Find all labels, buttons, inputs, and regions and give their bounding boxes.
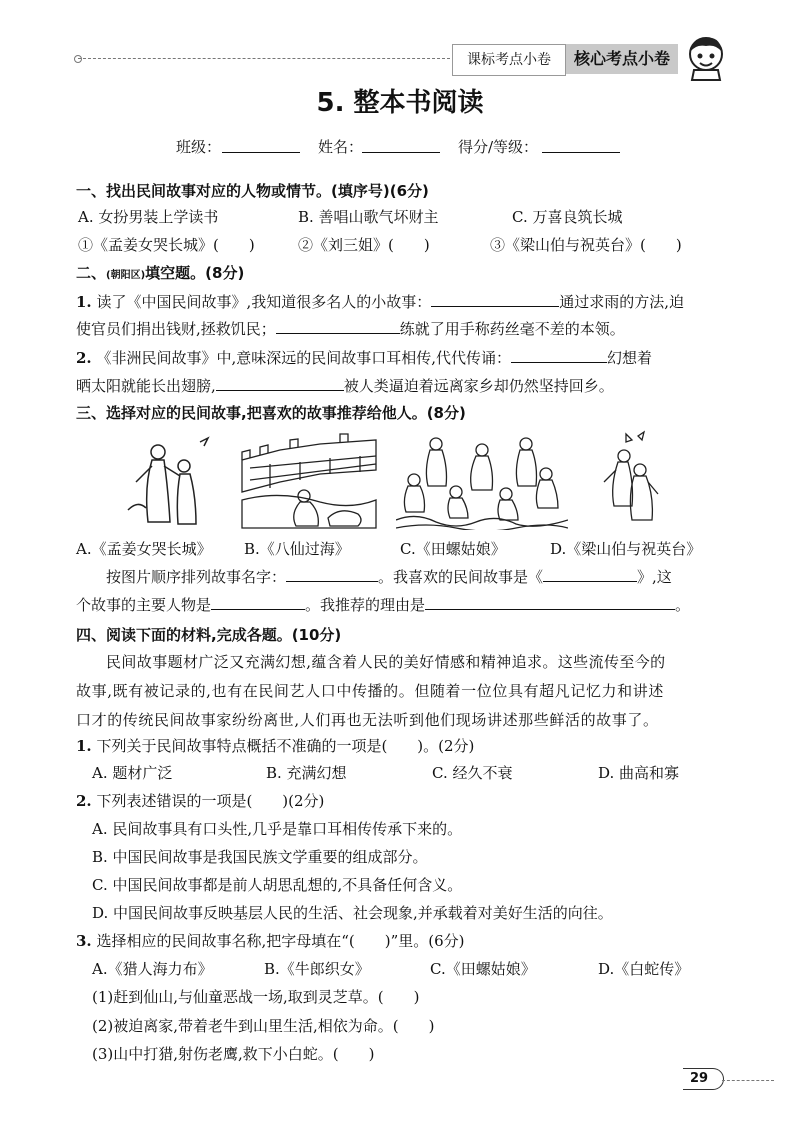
passage-line-1: 民间故事题材广泛又充满幻想,蕴含着人民的美好情感和精神追求。这些流传至今的 (106, 653, 666, 671)
s2-q2-num: 2. (76, 349, 92, 367)
s3-text-e: 。我推荐的理由是 (305, 596, 426, 614)
s4-q2 (76, 790, 324, 811)
footer-dashed-line (722, 1080, 774, 1081)
s4-q2-text[interactable]: 下列表述错误的一项是( )(2分) (96, 792, 325, 810)
section-4-heading: 四、阅读下面的材料,完成各题。(10分) (76, 626, 342, 644)
s2-q2-text-b: 幻想着 (607, 349, 653, 367)
s2-q1-num: 1. (76, 293, 92, 311)
s2-heading-pre: 二、 (76, 264, 107, 282)
s4-q2-option-b: B. 中国民间故事是我国民族文学重要的组成部分。 (92, 848, 428, 866)
section-2-heading (76, 262, 244, 283)
s3-caption-b: B.《八仙过海》 (244, 540, 350, 558)
s4-q2-option-c: C. 中国民间故事都是前人胡思乱想的,不具备任何含义。 (92, 876, 463, 894)
s3-blank-order[interactable] (286, 566, 378, 582)
illustration-great-wall (240, 430, 378, 530)
s2-q2-blank-2[interactable] (216, 375, 344, 391)
s4-q1-num: 1. (76, 737, 92, 755)
s2-q2-line2 (76, 375, 614, 396)
illustration-meng-jiangnu (118, 430, 218, 530)
s3-blank-favorite[interactable] (543, 566, 637, 582)
s2-q1-text-c: 使官员们捐出钱财,拯救饥民； (76, 320, 276, 338)
s3-blank-reason[interactable] (425, 594, 675, 610)
s2-heading-tag: (朝阳区) (106, 270, 146, 281)
page-title: 5. 整本书阅读 (316, 88, 484, 118)
s2-q1-line2 (76, 318, 625, 339)
s4-q3-item-1[interactable]: (1)赶到仙山,与仙童恶战一场,取到灵芝草。( ) (92, 988, 420, 1006)
s1-option-b: B. 善唱山歌气坏财主 (298, 208, 439, 226)
s4-q2-num: 2. (76, 792, 92, 810)
s2-q1-text-b: 通过求雨的方法,迫 (559, 293, 685, 311)
class-label: 班级： (176, 138, 222, 156)
header-dashed-line (78, 58, 450, 59)
s4-q3-num: 3. (76, 932, 92, 950)
s4-q1-option-c: C. 经久不衰 (432, 764, 513, 782)
s3-answer-line2 (76, 594, 690, 615)
s2-q2-text-d: 被人类逼迫着远离家乡却仍然坚持回乡。 (343, 377, 614, 395)
page-number: 29 (690, 1071, 709, 1086)
s2-q1-text-a: 读了《中国民间故事》,我知道很多名人的小故事： (96, 293, 432, 311)
section-3-heading: 三、选择对应的民间故事,把喜欢的故事推荐给他人。(8分) (76, 404, 466, 422)
s4-q1-option-b: B. 充满幻想 (266, 764, 347, 782)
s2-q1-line1 (76, 291, 684, 312)
s4-q2-option-d: D. 中国民间故事反映基层人民的生活、社会现象,并承载着对美好生活的向往。 (92, 904, 613, 922)
mascot-icon (680, 30, 732, 82)
s2-q1-blank-1[interactable] (431, 291, 559, 307)
s3-text-c: 》,这 (637, 568, 672, 586)
section-1-heading: 一、找出民间故事对应的人物或情节。(填序号)(6分) (76, 182, 429, 200)
s4-q1-text[interactable]: 下列关于民间故事特点概括不准确的一项是( )。(2分) (96, 737, 475, 755)
s4-q3-text: 选择相应的民间故事名称,把字母填在“( )”里。(6分) (96, 932, 465, 950)
s4-q3-option-c: C.《田螺姑娘》 (430, 960, 536, 978)
name-field[interactable] (362, 136, 440, 153)
score-field[interactable] (542, 136, 620, 153)
s3-text-f: 。 (675, 596, 691, 614)
s4-q3-option-a: A.《猎人海力布》 (92, 960, 213, 978)
s4-q3-item-3[interactable]: (3)山中打猎,射伤老鹰,救下小白蛇。( ) (92, 1045, 375, 1063)
s2-q2-text-c: 晒太阳就能长出翅膀, (76, 377, 216, 395)
s4-q3-option-d: D.《白蛇传》 (598, 960, 690, 978)
s4-q1-option-d: D. 曲高和寡 (598, 764, 680, 782)
passage-line-3: 口才的传统民间故事家纷纷离世,人们再也无法听到他们现场讲述那些鲜活的故事了。 (76, 711, 659, 729)
s3-answer-line1 (106, 566, 672, 587)
s2-q1-blank-2[interactable] (276, 318, 400, 334)
s4-q3-item-2[interactable]: (2)被迫离家,带着老牛到山里生活,相依为命。( ) (92, 1017, 435, 1035)
s2-q2-text-a: 《非洲民间故事》中,意味深远的民间故事口耳相传,代代传诵： (96, 349, 511, 367)
s1-item-2[interactable]: ②《刘三姐》( ) (298, 236, 430, 254)
name-label: 姓名： (318, 138, 364, 156)
header-dot (74, 55, 82, 63)
score-label: 得分/等级： (458, 138, 539, 156)
illustration-butterfly-lovers (598, 430, 662, 530)
s3-text-b: 。我喜欢的民间故事是《 (378, 568, 544, 586)
s2-q2-line1 (76, 347, 652, 368)
s1-item-3[interactable]: ③《梁山伯与祝英台》( ) (490, 236, 682, 254)
s4-q1-option-a: A. 题材广泛 (92, 764, 173, 782)
s2-q2-blank-1[interactable] (511, 347, 607, 363)
s1-option-a: A. 女扮男装上学读书 (78, 208, 219, 226)
header-tag-right: 核心考点小卷 (566, 44, 678, 74)
s3-text-d: 个故事的主要人物是 (76, 596, 212, 614)
s3-caption-d: D.《梁山伯与祝英台》 (550, 540, 702, 558)
s4-q3 (76, 930, 465, 951)
s3-caption-c: C.《田螺姑娘》 (400, 540, 506, 558)
class-field[interactable] (222, 136, 300, 153)
s1-item-1[interactable]: ①《孟姜女哭长城》( ) (78, 236, 255, 254)
s3-blank-character[interactable] (211, 594, 305, 610)
s2-q1-text-d: 练就了用手称药丝毫不差的本领。 (399, 320, 625, 338)
s3-caption-a: A.《孟姜女哭长城》 (76, 540, 212, 558)
s4-q1 (76, 735, 474, 756)
s1-option-c: C. 万喜良筑长城 (512, 208, 623, 226)
s4-q2-option-a: A. 民间故事具有口头性,几乎是靠口耳相传传承下来的。 (92, 820, 463, 838)
s4-q3-option-b: B.《牛郎织女》 (264, 960, 370, 978)
s2-heading-post: 填空题。(8分) (145, 264, 245, 282)
illustration-eight-immortals (396, 430, 568, 530)
header-tag-left: 课标考点小卷 (452, 44, 566, 76)
passage-line-2: 故事,既有被记录的,也有在民间艺人口中传播的。但随着一位位具有超凡记忆力和讲述 (76, 682, 664, 700)
s3-text-a: 按图片顺序排列故事名字： (106, 568, 287, 586)
